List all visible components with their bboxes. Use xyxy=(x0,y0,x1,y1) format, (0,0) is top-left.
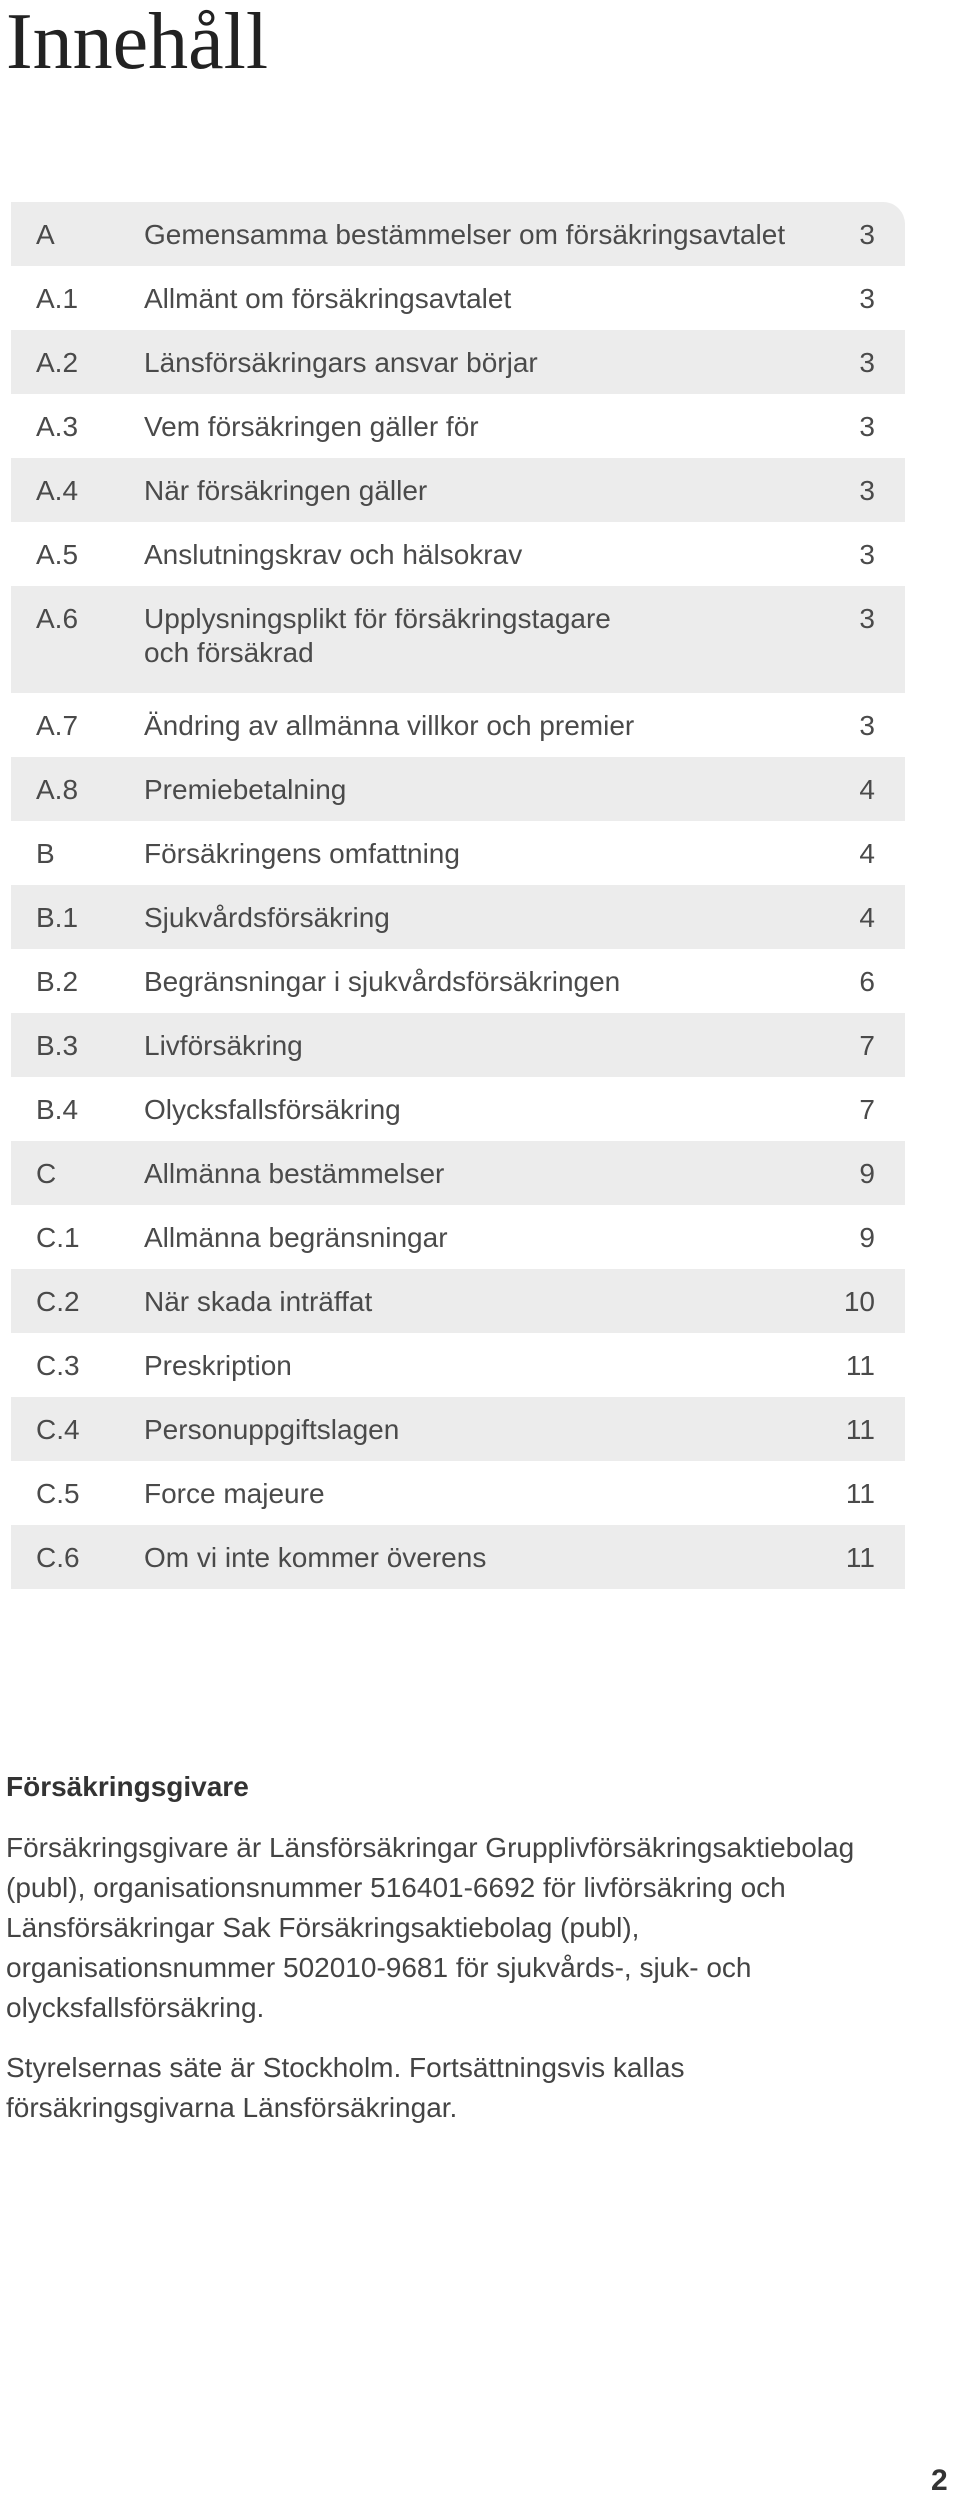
toc-section-number: A.5 xyxy=(36,539,79,570)
toc-section-number: A.1 xyxy=(36,283,79,314)
toc-section-number: C.3 xyxy=(36,1350,80,1381)
insurer-paragraph: Styrelsernas säte är Stockholm. Fortsättningsvis kallas försäkringsgivarna Länsförsäkringar. xyxy=(6,2052,685,2123)
toc-row[interactable] xyxy=(11,949,905,1013)
toc-section-title: När skada inträffat xyxy=(144,1286,373,1317)
toc-row[interactable] xyxy=(11,330,905,394)
toc-section-number: B.1 xyxy=(36,902,79,933)
toc-page-number: 9 xyxy=(859,1222,875,1253)
toc-section-title: Vem försäkringen gäller för xyxy=(144,411,479,442)
toc-section-number: A.6 xyxy=(36,603,79,634)
toc-section-number: A.2 xyxy=(36,347,79,378)
toc-section-number: A.3 xyxy=(36,411,79,442)
toc-section-title: Upplysningsplikt för försäkringstagare och försäkrad xyxy=(144,603,611,668)
toc-section-number: B.3 xyxy=(36,1030,79,1061)
toc-page-number: 3 xyxy=(859,603,875,634)
toc-page-number: 4 xyxy=(859,774,875,805)
toc-section-title: När försäkringen gäller xyxy=(144,475,428,506)
toc-page-number: 11 xyxy=(845,1350,875,1381)
toc-section-title: Länsförsäkringars ansvar börjar xyxy=(144,347,538,378)
toc-section-title: Premiebetalning xyxy=(144,774,347,805)
toc-row[interactable] xyxy=(11,1269,905,1333)
toc-page-number: 3 xyxy=(859,283,875,314)
toc-section-number: B.2 xyxy=(36,966,79,997)
toc-page-number: 3 xyxy=(859,475,875,506)
table-of-contents xyxy=(11,202,905,1589)
toc-page-number: 7 xyxy=(859,1030,875,1061)
toc-section-title: Olycksfallsförsäkring xyxy=(144,1094,401,1125)
toc-section-number: C.2 xyxy=(36,1286,80,1317)
toc-row[interactable] xyxy=(11,394,905,458)
toc-row[interactable] xyxy=(11,1333,905,1397)
toc-page-number: 7 xyxy=(859,1094,875,1125)
toc-section-title: Om vi inte kommer överens xyxy=(144,1542,487,1573)
toc-page-number: 3 xyxy=(859,219,875,250)
insurer-heading: Försäkringsgivare xyxy=(6,1771,249,1802)
toc-section-number: C.6 xyxy=(36,1542,80,1573)
toc-page-number: 9 xyxy=(859,1158,875,1189)
toc-page-number: 3 xyxy=(859,347,875,378)
toc-section-number: C.1 xyxy=(36,1222,80,1253)
toc-page-number: 3 xyxy=(859,411,875,442)
toc-page-number: 11 xyxy=(845,1414,875,1445)
toc-row[interactable] xyxy=(11,1013,905,1077)
toc-row[interactable] xyxy=(11,1205,905,1269)
toc-section-title: Ändring av allmänna villkor och premier xyxy=(144,710,635,741)
toc-row[interactable] xyxy=(11,1525,905,1589)
toc-page-number: 11 xyxy=(845,1478,875,1509)
toc-section-title: Begränsningar i sjukvårdsförsäkringen xyxy=(144,966,621,997)
toc-section-title: Gemensamma bestämmelser om försäkringsavtalet xyxy=(144,219,786,250)
toc-row[interactable] xyxy=(11,586,905,693)
toc-section-number: A.8 xyxy=(36,774,79,805)
toc-row[interactable] xyxy=(11,693,905,757)
toc-row[interactable] xyxy=(11,202,905,266)
insurer-section xyxy=(6,1770,896,2148)
toc-section-number: B.4 xyxy=(36,1094,79,1125)
toc-row[interactable] xyxy=(11,757,905,821)
toc-section-number: A.4 xyxy=(36,475,79,506)
toc-row[interactable] xyxy=(11,522,905,586)
toc-section-title: Allmänna begränsningar xyxy=(144,1222,448,1253)
toc-page-number: 4 xyxy=(859,902,875,933)
toc-row[interactable] xyxy=(11,266,905,330)
toc-page-number: 10 xyxy=(843,1286,875,1317)
page-number: 2 xyxy=(931,2464,948,2497)
toc-row[interactable] xyxy=(11,821,905,885)
toc-section-title: Livförsäkring xyxy=(144,1030,303,1061)
toc-section-number: A.7 xyxy=(36,710,79,741)
toc-page-number: 4 xyxy=(859,838,875,869)
insurer-paragraph: Försäkringsgivare är Länsförsäkringar Grupplivförsäkringsaktiebolag (publ), organisationsnummer 516401-6692 för livförsäkring och Länsförsäkringar Sak Försäkringsaktiebolag (publ), organisationsnummer 502010-9681 för sjukvårds-, sjuk- och olycksfallsförsäkring. xyxy=(6,1832,855,2023)
toc-section-number: C.5 xyxy=(36,1478,80,1509)
toc-section-title: Anslutningskrav och hälsokrav xyxy=(144,539,523,570)
toc-page-number: 3 xyxy=(859,539,875,570)
toc-section-title: Allmänna bestämmelser xyxy=(144,1158,445,1189)
toc-section-title: Sjukvårdsförsäkring xyxy=(144,902,390,933)
toc-section-title: Force majeure xyxy=(144,1478,325,1509)
toc-page-number: 6 xyxy=(859,966,875,997)
toc-section-number: B xyxy=(36,838,55,869)
toc-section-title: Försäkringens omfattning xyxy=(144,838,460,869)
toc-section-number: C.4 xyxy=(36,1414,80,1445)
toc-row[interactable] xyxy=(11,1397,905,1461)
toc-row[interactable] xyxy=(11,1141,905,1205)
page-title: Innehåll xyxy=(6,0,269,86)
toc-row[interactable] xyxy=(11,885,905,949)
toc-page-number: 3 xyxy=(859,710,875,741)
toc-row[interactable] xyxy=(11,1077,905,1141)
toc-section-title: Personuppgiftslagen xyxy=(144,1414,400,1445)
toc-row[interactable] xyxy=(11,1461,905,1525)
toc-section-title: Preskription xyxy=(144,1350,292,1381)
toc-row[interactable] xyxy=(11,458,905,522)
toc-page-number: 11 xyxy=(845,1542,875,1573)
toc-section-number: C xyxy=(36,1158,57,1189)
toc-section-number: A xyxy=(36,219,55,250)
toc-section-title: Allmänt om försäkringsavtalet xyxy=(144,283,512,314)
